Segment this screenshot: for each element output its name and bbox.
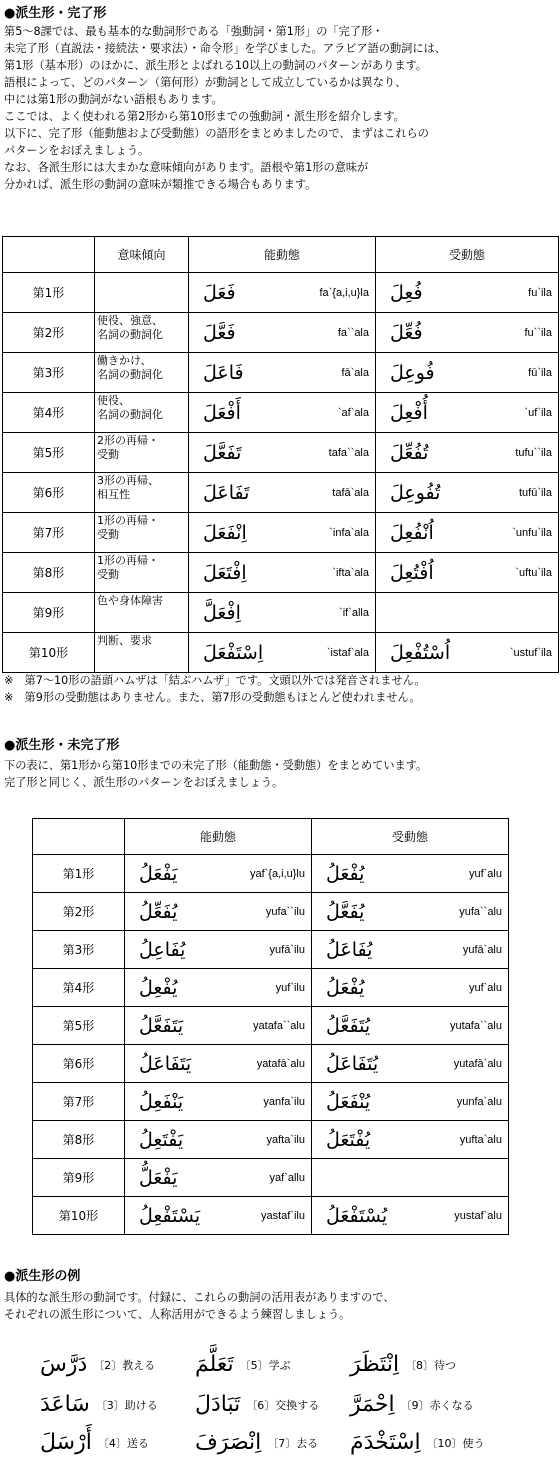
active-cell — [125, 1121, 312, 1159]
header-active: 能動態 — [125, 819, 312, 855]
arabic-word: يُفَعَّلُ — [326, 900, 365, 923]
arabic-word: تَفَاعَلَ — [203, 481, 250, 504]
cell-content — [376, 642, 558, 664]
section2-title: ●派生形・未完了形 — [4, 738, 120, 753]
meaning-tendency: 判断、要求 — [95, 633, 189, 673]
section3-title: ●派生形の例 — [4, 1269, 81, 1284]
cell-content — [189, 322, 375, 344]
table-row — [3, 313, 559, 353]
form-label: 第8形 — [3, 553, 95, 593]
example-item — [40, 1392, 158, 1417]
form-label: 第9形 — [3, 593, 95, 633]
cell-content — [125, 901, 311, 923]
transliteration: `if`alla — [339, 606, 369, 619]
transliteration: yatafā`alu — [256, 1057, 305, 1070]
passive-cell — [312, 1007, 509, 1045]
passive-cell — [376, 553, 559, 593]
header-passive: 受動態 — [376, 237, 559, 273]
example-item — [40, 1430, 149, 1455]
example-label: 〔2〕教える — [93, 1358, 156, 1372]
transliteration: yafta`ilu — [266, 1133, 305, 1146]
arabic-word: يَفْعَلُ — [139, 862, 178, 885]
form-label: 第5形 — [3, 433, 95, 473]
form-label: 第2形 — [3, 313, 95, 353]
cell-content — [312, 1129, 508, 1151]
cell-content — [312, 863, 508, 885]
example-label: 〔9〕赤くなる — [400, 1398, 474, 1412]
cell-content — [125, 939, 311, 961]
meaning-tendency: 3形の再帰、 相互性 — [95, 473, 189, 513]
transliteration: `uftu`ila — [515, 566, 552, 579]
perfect-form-table — [2, 236, 559, 673]
transliteration: yatafa``alu — [253, 1019, 305, 1032]
passive-cell — [376, 353, 559, 393]
cell-content — [189, 602, 375, 624]
example-item — [350, 1430, 485, 1455]
transliteration: yufa``ilu — [265, 905, 305, 918]
cell-content — [376, 322, 558, 344]
arabic-word: يَفْتَعِلُ — [139, 1128, 184, 1151]
form-label: 第9形 — [33, 1159, 125, 1197]
arabic-word: فُعِلَ — [390, 281, 423, 304]
meaning-tendency: 色や身体障害 — [95, 593, 189, 633]
passive-cell — [376, 513, 559, 553]
active-cell — [125, 1045, 312, 1083]
active-cell — [125, 1083, 312, 1121]
cell-content — [189, 642, 375, 664]
active-cell — [125, 969, 312, 1007]
arabic-word: اِفْعَلَّ — [203, 601, 241, 624]
example-item — [195, 1352, 291, 1377]
meaning-tendency: 2形の再帰・ 受動 — [95, 433, 189, 473]
form-label: 第6形 — [3, 473, 95, 513]
arabic-word: اِفْتَعَلَ — [203, 561, 247, 584]
active-cell — [189, 553, 376, 593]
cell-content — [125, 863, 311, 885]
transliteration: `af`ala — [337, 406, 369, 419]
active-cell — [189, 473, 376, 513]
transliteration: `uf`ila — [524, 406, 552, 419]
transliteration: `ustuf`ila — [509, 646, 552, 659]
table-row — [3, 473, 559, 513]
active-cell — [189, 513, 376, 553]
transliteration: yutafa``alu — [450, 1019, 502, 1032]
cell-content — [189, 402, 375, 424]
meaning-tendency: 働きかけ、 名詞の動詞化 — [95, 353, 189, 393]
active-cell — [189, 633, 376, 673]
active-cell — [125, 893, 312, 931]
meaning-tendency: 1形の再帰・ 受動 — [95, 513, 189, 553]
passive-cell — [376, 633, 559, 673]
example-item — [195, 1392, 319, 1417]
section1-body: 第5～8課では、最も基本的な動詞形である「強動詞・第1形」の「完了形・ 未完了形（直説法・接続法・要求法）・命令形」を学びました。アラビア語の動詞には、 第1形（基本形）のほかに、派生形とよばれる10以上の動詞のパターンがあります。 語根によって、どのパターン（第何形）が動詞として成立しているかは異なり、 中には第1形の動詞がない語根もあります。 ここでは、よく使われる第2形から第10形までの強動詞・派生形を紹介します。 以下に、完了形（能動態および受動態）の語形をまとめましたので、まずはこれらの パターンをおぼえましょう。 なお、各派生形には大まかな意味傾向があります。語根や第1形の意味が 分かれば、派生形の動詞の意味が類推できる場合もあります。 — [4, 25, 446, 191]
passive-cell — [376, 593, 559, 633]
arabic-word: يُنْفَعَلُ — [326, 1090, 371, 1113]
transliteration: yuf`ilu — [275, 981, 305, 994]
active-cell — [189, 593, 376, 633]
section1-title: ●派生形・完了形 — [4, 6, 107, 21]
transliteration: `unfu`ila — [512, 526, 552, 539]
transliteration: yustaf`alu — [454, 1209, 502, 1222]
passive-cell — [312, 1083, 509, 1121]
form-label: 第10形 — [33, 1197, 125, 1235]
example-arabic: اِحْمَرَّ — [350, 1392, 395, 1417]
transliteration: tafa``ala — [328, 446, 369, 459]
table-row — [3, 393, 559, 433]
cell-content — [125, 1167, 311, 1189]
example-label: 〔7〕去る — [267, 1436, 319, 1450]
active-cell — [189, 433, 376, 473]
arabic-word: أُفْعِلَ — [390, 401, 428, 424]
example-arabic: سَاعَدَ — [40, 1392, 90, 1417]
active-cell — [125, 1007, 312, 1045]
form-label: 第7形 — [33, 1083, 125, 1121]
example-item — [350, 1352, 456, 1377]
header-meaning: 意味傾向 — [95, 237, 189, 273]
form-label: 第1形 — [3, 273, 95, 313]
transliteration: yastaf`ilu — [260, 1209, 305, 1222]
example-arabic: اِسْتَخْدَمَ — [350, 1430, 421, 1455]
transliteration: tufū`ila — [518, 486, 552, 499]
example-arabic: دَرَّسَ — [40, 1352, 88, 1377]
arabic-word: اُسْتُفْعِلَ — [390, 641, 451, 664]
example-arabic: تَعَلَّمَ — [195, 1352, 234, 1377]
cell-content — [312, 1091, 508, 1113]
arabic-word: تَفَعَّلَ — [203, 441, 242, 464]
cell-content — [189, 362, 375, 384]
table-row — [33, 1007, 509, 1045]
cell-content — [376, 482, 558, 504]
table-row — [33, 1121, 509, 1159]
cell-content — [312, 1015, 508, 1037]
arabic-word: اِسْتَفْعَلَ — [203, 641, 264, 664]
active-cell — [189, 393, 376, 433]
arabic-word: يُتَفَاعَلُ — [326, 1052, 379, 1075]
imperfect-form-table — [32, 818, 509, 1235]
cell-content — [312, 939, 508, 961]
arabic-word: يَفْعَلُّ — [139, 1166, 178, 1189]
arabic-word: يُفْتَعَلُ — [326, 1128, 371, 1151]
cell-content — [312, 1053, 508, 1075]
arabic-word: فَاعَلَ — [203, 361, 244, 384]
example-label: 〔4〕送る — [97, 1436, 149, 1450]
example-arabic: اِنْصَرَفَ — [195, 1430, 262, 1455]
transliteration: `istaf`ala — [326, 646, 369, 659]
header-blank — [33, 819, 125, 855]
passive-cell — [312, 893, 509, 931]
form-label: 第3形 — [33, 931, 125, 969]
arabic-word: يَسْتَفْعِلُ — [139, 1204, 201, 1227]
transliteration: tafā`ala — [332, 486, 369, 499]
arabic-word: اِنْفَعَلَ — [203, 521, 247, 544]
example-item — [40, 1352, 155, 1377]
cell-content — [312, 901, 508, 923]
passive-cell — [376, 433, 559, 473]
arabic-word: فُعِّلَ — [390, 321, 423, 344]
cell-content — [125, 1129, 311, 1151]
header-passive: 受動態 — [312, 819, 509, 855]
example-label: 〔10〕使う — [426, 1436, 485, 1450]
table-row — [33, 1159, 509, 1197]
transliteration: yufā`alu — [462, 943, 502, 956]
passive-cell — [376, 313, 559, 353]
form-label: 第10形 — [3, 633, 95, 673]
cell-content — [125, 1053, 311, 1075]
form-label: 第2形 — [33, 893, 125, 931]
example-arabic: تَبَادَلَ — [195, 1392, 241, 1417]
cell-content — [376, 282, 558, 304]
cell-content — [125, 1091, 311, 1113]
arabic-word: أَفْعَلَ — [203, 401, 241, 424]
cell-content — [189, 442, 375, 464]
table-row — [3, 513, 559, 553]
arabic-word: يُفَعِّلُ — [139, 900, 178, 923]
arabic-word: يَتَفَعَّلُ — [139, 1014, 184, 1037]
transliteration: fu`ila — [528, 286, 552, 299]
cell-content — [376, 402, 558, 424]
arabic-word: يُفَاعَلُ — [326, 938, 373, 961]
arabic-word: فُوعِلَ — [390, 361, 435, 384]
table-row — [33, 1083, 509, 1121]
form-label: 第6形 — [33, 1045, 125, 1083]
active-cell — [125, 855, 312, 893]
table-row — [33, 931, 509, 969]
example-label: 〔3〕助ける — [95, 1398, 158, 1412]
meaning-tendency — [95, 273, 189, 313]
table-row — [33, 893, 509, 931]
cell-content — [312, 1205, 508, 1227]
passive-cell — [312, 931, 509, 969]
active-cell — [189, 353, 376, 393]
cell-content — [189, 482, 375, 504]
cell-content — [312, 977, 508, 999]
table-row — [33, 1045, 509, 1083]
transliteration: fā`ala — [341, 366, 369, 379]
cell-content — [376, 562, 558, 584]
arabic-word: تُفُوعِلَ — [390, 481, 441, 504]
header-active: 能動態 — [189, 237, 376, 273]
form-label: 第1形 — [33, 855, 125, 893]
section3-body: 具体的な派生形の動詞です。付録に、これらの動詞の活用表がありますので、 それぞれの派生形について、人称活用ができるよう練習しましょう。 — [4, 1291, 395, 1321]
example-label: 〔8〕待つ — [405, 1358, 457, 1372]
section1-notes: ※ 第7～10形の語頭ハムザは「結ぶハムザ」です。文頭以外では発音されません。 ※ 第9形の受動態はありません。また、第7形の受動態もほとんど使われません。 — [4, 674, 426, 704]
transliteration: yufta`alu — [459, 1133, 502, 1146]
transliteration: yaf`{a,i,u}lu — [249, 867, 305, 880]
meaning-tendency: 使役、 名詞の動詞化 — [95, 393, 189, 433]
table-row — [3, 353, 559, 393]
transliteration: fū`ila — [528, 366, 552, 379]
example-arabic: اِنْتَظَرَ — [350, 1352, 400, 1377]
form-label: 第4形 — [33, 969, 125, 1007]
transliteration: yanfa`ilu — [263, 1095, 305, 1108]
form-label: 第3形 — [3, 353, 95, 393]
table-row — [3, 553, 559, 593]
passive-cell — [312, 1045, 509, 1083]
cell-content — [376, 362, 558, 384]
transliteration: yufa``alu — [459, 905, 502, 918]
transliteration: yufā`ilu — [269, 943, 305, 956]
passive-cell — [312, 969, 509, 1007]
meaning-tendency: 1形の再帰・ 受動 — [95, 553, 189, 593]
arabic-word: يُفْعَلُ — [326, 976, 365, 999]
passive-cell — [312, 1121, 509, 1159]
header-blank — [3, 237, 95, 273]
cell-content — [189, 562, 375, 584]
cell-content — [376, 442, 558, 464]
table-row — [3, 433, 559, 473]
passive-cell — [312, 1159, 509, 1197]
arabic-word: يُفْعِلُ — [139, 976, 178, 999]
example-label: 〔5〕学ぶ — [239, 1358, 291, 1372]
example-label: 〔6〕交換する — [246, 1398, 320, 1412]
active-cell — [189, 313, 376, 353]
form-label: 第7形 — [3, 513, 95, 553]
arabic-word: يُتَفَعَّلُ — [326, 1014, 371, 1037]
passive-cell — [312, 1197, 509, 1235]
transliteration: `infa`ala — [329, 526, 369, 539]
passive-cell — [376, 473, 559, 513]
arabic-word: فَعَّلَ — [203, 321, 236, 344]
arabic-word: يُفْعَلُ — [326, 862, 365, 885]
passive-cell — [376, 393, 559, 433]
arabic-word: فَعَلَ — [203, 281, 236, 304]
example-item — [350, 1392, 474, 1417]
table-row — [3, 273, 559, 313]
section2-body: 下の表に、第1形から第10形までの未完了形（能動態・受動態）をまとめています。 完了形と同じく、派生形のパターンをおぼえましょう。 — [4, 759, 428, 789]
passive-cell — [312, 855, 509, 893]
transliteration: fa``ala — [337, 326, 369, 339]
table-row — [3, 593, 559, 633]
arabic-word: يُسْتَفْعَلُ — [326, 1204, 388, 1227]
table-row — [33, 969, 509, 1007]
arabic-word: اُنْفُعِلَ — [390, 521, 434, 544]
example-item — [195, 1430, 318, 1455]
active-cell — [189, 273, 376, 313]
table-header-row — [33, 819, 509, 855]
passive-cell — [376, 273, 559, 313]
form-label: 第8形 — [33, 1121, 125, 1159]
cell-content — [376, 522, 558, 544]
arabic-word: يُفَاعِلُ — [139, 938, 186, 961]
arabic-word: يَنْفَعِلُ — [139, 1090, 184, 1113]
transliteration: yuf`alu — [468, 981, 502, 994]
cell-content — [125, 1015, 311, 1037]
active-cell — [125, 1159, 312, 1197]
cell-content — [189, 522, 375, 544]
meaning-tendency: 使役、強意、 名詞の動詞化 — [95, 313, 189, 353]
transliteration: yunfa`alu — [456, 1095, 502, 1108]
form-label: 第5形 — [33, 1007, 125, 1045]
table-row — [33, 855, 509, 893]
transliteration: tufu``ila — [515, 446, 552, 459]
active-cell — [125, 931, 312, 969]
transliteration: yaf`allu — [269, 1171, 305, 1184]
cell-content — [125, 977, 311, 999]
transliteration: yutafā`alu — [453, 1057, 502, 1070]
cell-content — [189, 282, 375, 304]
arabic-word: اُفْتُعِلَ — [390, 561, 434, 584]
form-label: 第4形 — [3, 393, 95, 433]
table-row — [33, 1197, 509, 1235]
arabic-word: تُفُعِّلَ — [390, 441, 429, 464]
transliteration: fu``ila — [524, 326, 552, 339]
transliteration: fa`{a,i,u}la — [319, 286, 369, 299]
transliteration: `ifta`ala — [332, 566, 369, 579]
table-header-row — [3, 237, 559, 273]
cell-content — [125, 1205, 311, 1227]
example-arabic: أَرْسَلَ — [40, 1430, 92, 1455]
arabic-word: يَتَفَاعَلُ — [139, 1052, 192, 1075]
transliteration: yuf`alu — [468, 867, 502, 880]
table-row — [3, 633, 559, 673]
active-cell — [125, 1197, 312, 1235]
